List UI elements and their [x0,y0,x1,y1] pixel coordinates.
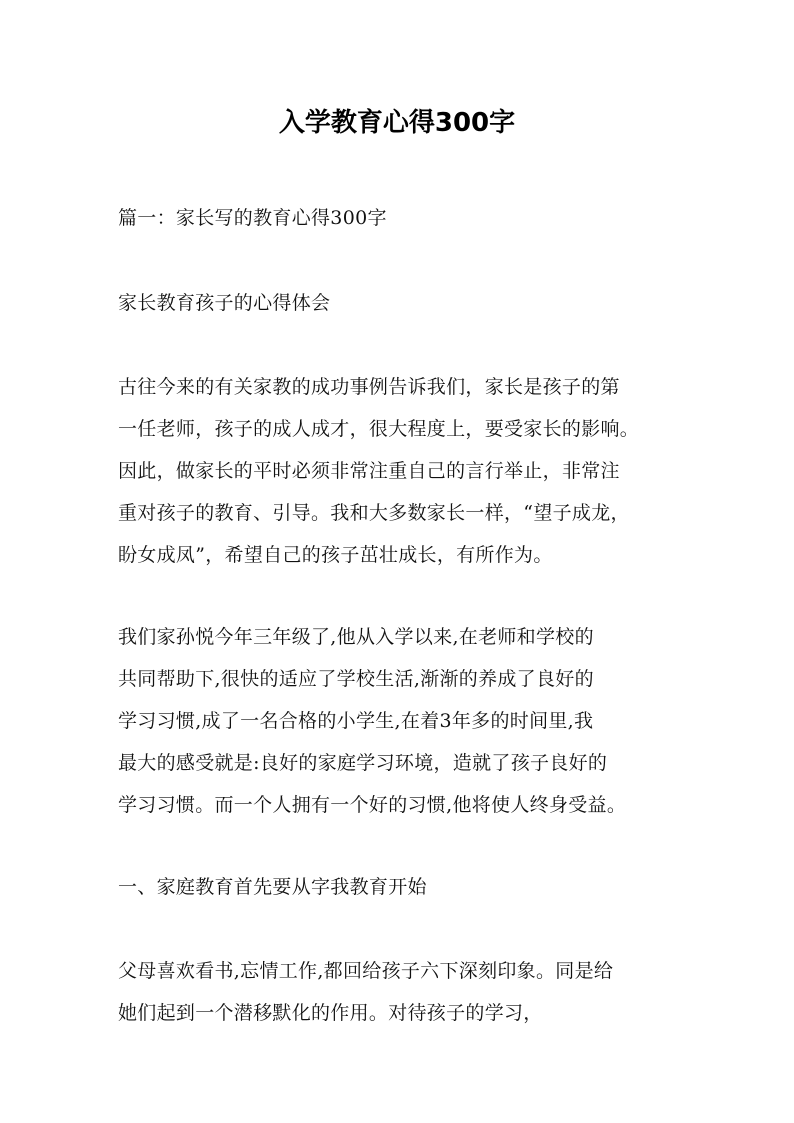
paragraph-line: 因此，做家长的平时必须非常注重自己的言行举止，非常注 [118,460,620,482]
heading-1-text: 一、家庭教育首先要从字我教育开始 [118,876,427,898]
paragraph-line: 学习习惯。而一个人拥有一个好的习惯,他将使人终身受益。 [118,794,627,816]
document-title: 入学教育心得300字 [278,108,516,138]
heading-1 [118,866,690,908]
section-heading [118,197,690,239]
paragraph-line: 盼女成凤”，希望自己的孩子茁壮成长，有所作为。 [118,544,553,566]
paragraph-line: 重对孩子的教育、引导。我和大多数家长一样，“望子成龙， [118,502,630,524]
paragraph-line: 我们家孙悦今年三年级了,他从入学以来,在老师和学校的 [118,626,594,648]
paragraph-line: 古往今来的有关家教的成功事例告诉我们，家长是孩子的第 [118,376,620,398]
paragraph-line: 她们起到一个潜移默化的作用。对待孩子的学习， [118,1002,543,1024]
subheading-text: 家长教育孩子的心得体会 [118,292,331,314]
paragraph-line: 最大的感受就是:良好的家庭学习环境，造就了孩子良好的 [118,752,608,774]
paragraph-2 [118,616,690,826]
paragraph-line: 一任老师，孩子的成人成才，很大程度上，要受家长的影响。 [118,418,640,440]
section-heading-text: 篇一：家长写的教育心得300字 [118,207,387,229]
paragraph-line: 父母喜欢看书,忘情工作,都回给孩子六下深刻印象。同是给 [118,960,614,982]
paragraph-line: 共同帮助下,很快的适应了学校生活,渐渐的养成了良好的 [118,668,594,690]
paragraph-3 [118,950,690,1034]
subheading [118,282,690,324]
paragraph-1 [118,366,690,576]
paragraph-line: 学习习惯,成了一名合格的小学生,在着3年多的时间里,我 [118,710,594,732]
